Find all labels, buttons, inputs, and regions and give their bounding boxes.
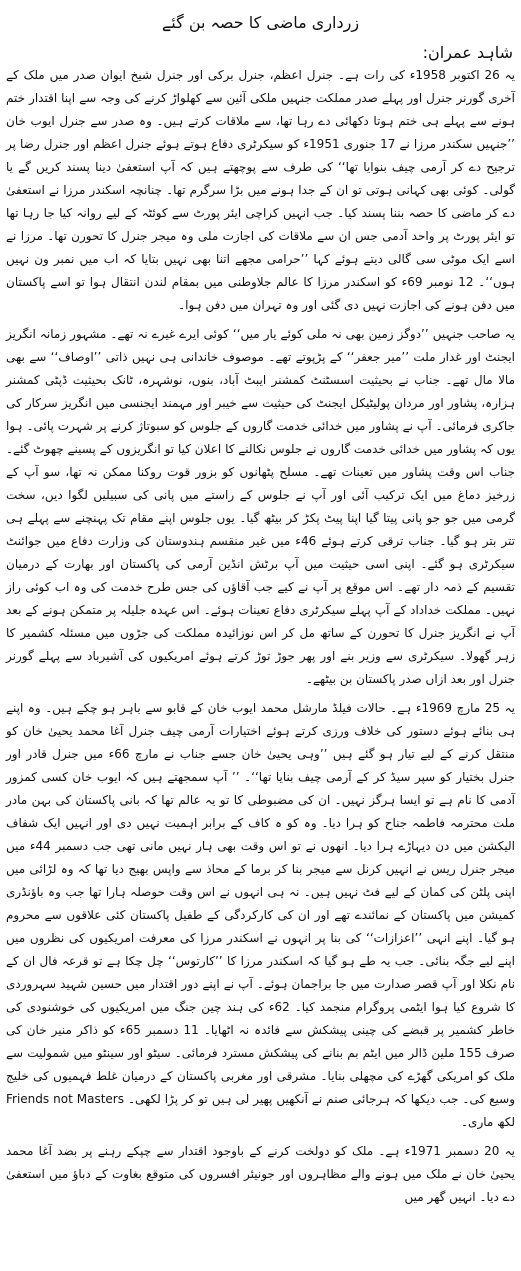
paragraph-suffix: لکھ ماری۔ [461, 1115, 515, 1129]
paragraph: یہ 26 اکتوبر 1958ء کی رات ہے۔ جنرل اعظم، جنرل برکی اور جنرل شیخ ایوان صدر میں ملک کے آخری گورنر جنرل اور پہلے صدر مملکت جنہیں ملکی آئین سے کھلواڑ کرنے کی وجہ سے اپنا اقتدار ختم ہونے سے پہلے ہی ختم ہوتا دکھائی دے رہا تھا، سے ملاقات کرتے ہیں۔ وہ صدر سے جنرل ایوب خان ’’جنہیں سکندر مرزا نے 17 جنوری 1951ء کو سیکرٹری دفاع ہوتے ہوئے جنرل اعظم اور جنرل رضا پر ترجیح دے کر آرمی چیف بنوایا تھا‘‘ کی طرف سے پوچھتے ہیں کہ آپ استعفیٰ دینا پسند کریں گے یا گولی۔ کوئی بھی کہانی ہوتی تو ان کے جدا ہونے میں بڑا سرگرم تھا۔ چنانچہ اسکندر مرزا نے استعفیٰ دے کر ماضی کا حصہ بننا پسند کیا۔ جب انہیں کراچی ایئر پورٹ سے کوئٹہ کے لیے روانہ کیا جا رہا تھا تو ایئر پورٹ پر واحد آدمی جس ان سے ملاقات کی اجازت ملی وہ میجر جنرل کا تحورن تھا۔ مرزا نے اسے ایک موٹی سی گالی دیتے ہوئے کہا ’’حرامی مجھے اتنا بھی نہیں بتایا کہ اب میں نمبر ون نہیں ہوں‘‘۔ 12 نومبر 69ء کو اسکندر مرزا کا عالم جلاوطنی میں بمقام لندن انتقال ہوا تو اسے پاکستان میں دفن ہونے کی اجازت نہیں دی گئی اور وہ تہران میں دفن ہوا۔ [6, 68, 516, 312]
author-byline: شاہد عمران: [422, 43, 513, 62]
paragraph: یہ 20 دسمبر 1971ء ہے۔ ملک کو دولخت کرنے کے باوجود اقتدار سے چپکے رہنے پر بضد آغا محمد یحییٰ خان نے ملک میں ہونے والے مظاہروں اور جونیئر افسروں کی متوقع بغاوت کے دباؤ میں استعفیٰ دے دیا۔ انہیں گھر میں [6, 1144, 515, 1204]
paragraph: یہ صاحب جنہیں ’’دوگز زمین بھی نہ ملی کوئے یار میں‘‘ کوئی ایرے غیرے نہ تھے۔ مشہور زمانہ انگریز ایجنٹ اور غدار ملت ’’میر جعفر‘‘ کے پڑپوتے تھے۔ موصوف خاندانی ہی نہیں ذاتی ’’اوصاف‘‘ سے بھی مالا مال تھے۔ جناب نے بحیثیت اسسٹنٹ کمشنر ایبٹ آباد، بنوں، نوشہرہ، ٹانک بحیثیت ڈپٹی کمشنر ہزارہ، پشاور اور مردان پولیٹیکل ایجنٹ کی حیثیت سے خیبر اور مہمند ایجنسی میں انگریز سرکار کی جاکری فرمائی۔ آپ نے پشاور میں خدائی خدمت گاروں کے جلوس کو سبوتاژ کرنے پر شہرت پائی۔ ہوا یوں کہ پشاور میں خدائی خدمت گاروں نے جلوس نکالنے کا اعلان کیا تو انگریزوں کے پسینے چھوٹ گئے۔ جناب اس وقت پشاور میں تعینات تھے۔ مسلح پٹھانوں کو بزور قوت روکنا ممکن نہ تھا، سو آپ کے زرخیز دماغ میں ایک ترکیب آئی اور آپ نے جلوس کے راستے میں پانی کی سبیلیں لگوا دیں، سخت گرمی میں جو جو پانی پیتا گیا اپنا پیٹ پکڑ کر بیٹھ گیا۔ یوں جلوس اپنے مقام تک پہنچنے سے پہلے ہی تتر بتر ہو گیا۔ جناب ترقی کرتے ہوئے 46ء میں غیر منقسم ہندوستان کی وزارت دفاع میں جوائنٹ سیکرٹری ہو گئے۔ اپنی اسی حیثیت میں آپ برٹش انڈین آرمی کی پاکستان اور بھارت کے درمیان تقسیم کے ذمہ دار تھے۔ اس موقع پر آپ نے کیے جب آقاؤں کی جس طرح خدمت کی وہ اب کوئی راز نہیں۔ مملکت خداداد کے آپ پہلے سیکرٹری دفاع تعینات ہوئے۔ اس عہدہ جلیلہ پر متمکن ہونے کے بعد آپ نے انگریز جنرل کا تحورن کے ساتھ مل کر اس نوزائیدہ مملکت کی جڑوں میں مسئلہ کشمیر کا زہر گھولا۔ سیکرٹری سے وزیر بنے اور پھر جوڑ توڑ کرتے ہوئے امریکیوں کی آشیرباد سے پہلے گورنر جنرل اور بعد ازاں صدر پاکستان بن بیٹھے۔ [6, 327, 515, 686]
article-body [0, 64, 521, 1209]
article-title: زرداری ماضی کا حصہ بن گئے [161, 13, 360, 32]
book-title: Friends not Masters [6, 1092, 124, 1106]
paragraph-text: یہ 25 مارچ 1969ء ہے۔ حالات فیلڈ مارشل محمد ایوب خان کے قابو سے باہر ہو چکے ہیں۔ وہ اپنے ہی بنائے ہوئے دستور کی خلاف ورزی کرتے ہوئے اختیارات آرمی چیف جنرل آغا محمد یحییٰ خان کو منتقل کرنے کے لیے تیار ہو گئے ہیں ’’وہی یحییٰ خان جسے جناب نے مارچ 66ء میں جنرل قادر اور جنرل بختیار کو سپر سیڈ کر کے آرمی چیف بنایا تھا‘‘۔ ’’ آپ سمجھتے ہیں کہ ایوب خان کسی کمزور آدمی کا نام ہے تو ایسا ہرگز نہیں۔ ان کی مضبوطی کا تو یہ عالم تھا کہ بانی پاکستان کی بہن مادر ملت محترمہ فاطمہ جناح کو ہرا دیا۔ وہ کو ہ کاف کے برابر اہمیت نہیں دی اور انہیں ایک شفاف الیکشن میں دن دیہاڑے ہرا دیا۔ انھوں نے تو اس وقت بھی ہار نہیں مانی تھی جب دسمبر 44ء میں میجر جنرل ریس نے انہیں کرنل سے میجر بنا کر برما کے محاذ سے واپس بھیج دیا تھا کہ وہ لڑائی میں اپنی پلٹن کی کمان کے لیے فٹ نہیں ہیں۔ نہ ہی انہوں نے اس وقت حوصلہ ہارا تھا جب وہ باؤنڈری کمیشن میں پاکستان کے نمائندے تھے اور ان کی کارکردگی کے طفیل پاکستان کئی علاقوں سے محروم ہو گیا۔ اپنے انہی ’’اعزازات‘‘ کی بنا پر انہوں نے اسکندر مرزا کی معرفت امریکیوں کی نظروں میں اپنے لیے جگہ بنائی۔ جب یہ طے ہو گیا کہ اسکندر مرزا کا ’’کارتوس‘‘ چل چکا ہے تو قرعہ فال ان کے نام نکلا اور آپ قصر صدارت میں جا براجمان ہوئے۔ آپ نے اپنے دور اقتدار میں حسین شہید سہروردی کا شروع کیا ہوا ایٹمی پروگرام منجمد کیا۔ 62ء کی ہند چین جنگ میں امریکیوں کی خوشنودی کی خاطر کشمیر پر قبضے کی چینی پیشکش سے فائدہ نہ اٹھایا۔ 11 دسمبر 65ء کو ذاکر منیر خان کی صرف 155 ملین ڈالر میں ایٹم بم بنانے کی پیشکش مسترد فرمائی۔ سیٹو اور سینٹو میں شمولیت سے ملک کو امریکی گھڑے کی مچھلی بنایا۔ مشرقی اور مغربی پاکستان کے درمیان غلط فہمیوں کی خلیج وسیع کی۔ جب دیکھا کہ ہرجائی صنم نے آنکھیں پھیر لی ہیں تو کر پڑا لکھی۔ [6, 701, 516, 1106]
paragraph [6, 697, 515, 1134]
